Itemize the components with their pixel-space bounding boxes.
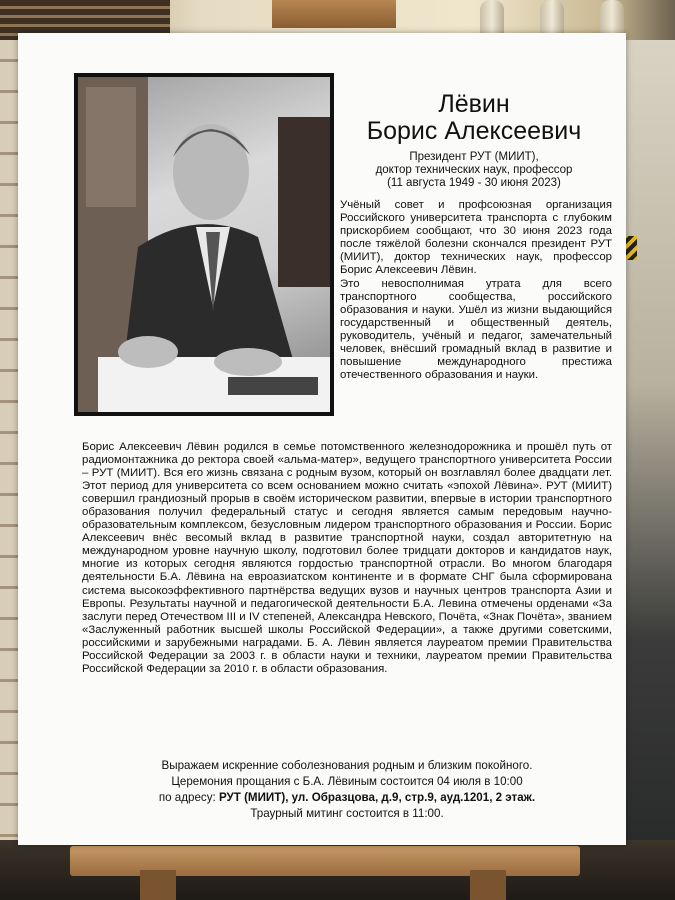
- address: РУТ (МИИТ), ул. Образцова, д.9, стр.9, ауд.1201, 2 этаж.: [218, 791, 536, 804]
- portrait-photo: [74, 73, 334, 416]
- life-dates: (11 августа 1949 - 30 июня 2023): [387, 177, 561, 189]
- portrait-illustration: [78, 77, 330, 412]
- academic-degrees: доктор технических наук, профессор: [375, 164, 573, 176]
- intro-paragraph: Учёный совет и профсоюзная организация Российского университета транспорта с глубоким прискорбием сообщают, что 30 июня 2023 года после тяжёлой болезни скончался президент РУТ (МИИТ), доктор технических наук, профессор Борис Алексеевич Лёвин.: [340, 199, 612, 277]
- given-names: Борис Алексеевич: [366, 117, 582, 145]
- rally-line: Траурный митинг состоится в 11:00.: [250, 807, 444, 820]
- surname: Лёвин: [438, 90, 510, 118]
- easel-leg: [140, 870, 176, 900]
- condolences-line: Выражаем искренние соболезнования родным и близким покойного.: [161, 759, 533, 772]
- ceremony-info: [82, 758, 612, 822]
- position-title: Президент РУТ (МИИТ),: [409, 151, 539, 163]
- biography-text: Борис Алексеевич Лёвин родился в семье потомственного железнодорожника и прошёл путь от радиомонтажника до ректора своей «альма-матер», ведущего транспортного университета России – РУТ (МИИТ). Вся его жизнь связана с родным вузом, который он возглавлял более двадцати лет. Этот период для университета со всем основанием можно считать «эпохой Лёвина». РУТ (МИИТ) совершил грандиозный прорыв в своём историческом развитии, впервые в истории транспортного образования получил федеральный статус и сегодня является самым передовым научно-образовательным комплексом, безусловным лидером транспортного образования и России. Борис Алексеевич внёс весомый вклад в развитие транспортной науки, создал авторитетную на международном уровне научную школу, подготовил более тридцати докторов и кандидатов наук, многие из которых сегодня являются гордостью транспортной отрасли. Во многом благодаря деятельности Б.А. Лёвина на евроазиатском континенте и в формате СНГ была сформирована система высокоэффективного партнёрства ведущих вузов и научных центров транспорта Азии и Европы. Результаты научной и педагогической деятельности Б.А. Левина отмечены орденами «За заслуги перед Отечеством III и IV степеней, Александра Невского, Почёта, «Знак Почёта», званием «Заслуженный работник высшей школы Российской Федерации», а также другими советскими, российскими и зарубежными наградами. Б. А. Лёвин является лауреатом премии Правительства Российской Федерации за 2003 г. в области науки и техники, лауреатом премии Правительства Российской Федерации за 2010 г. в области образования.: [82, 441, 612, 675]
- memorial-poster: [18, 33, 626, 845]
- easel-leg: [470, 870, 506, 900]
- right-wall: [620, 40, 675, 900]
- address-line: [82, 790, 612, 806]
- intro-text: [340, 199, 612, 382]
- address-prefix: по адресу:: [158, 791, 216, 804]
- ceremony-line: Церемония прощания с Б.А. Лёвиным состоится 04 июля в 10:00: [171, 775, 523, 788]
- intro-paragraph: Это невосполнимая утрата для всего транспортного сообщества, российского образования и науки. Ушёл из жизни выдающийся государственный и общественный деятель, руководитель, учёный и педагог, замечательный человек, внёсший громадный вклад в развитие и повышение международного престижа отечественного образования и науки.: [340, 277, 612, 382]
- wall-plaque: [272, 0, 396, 28]
